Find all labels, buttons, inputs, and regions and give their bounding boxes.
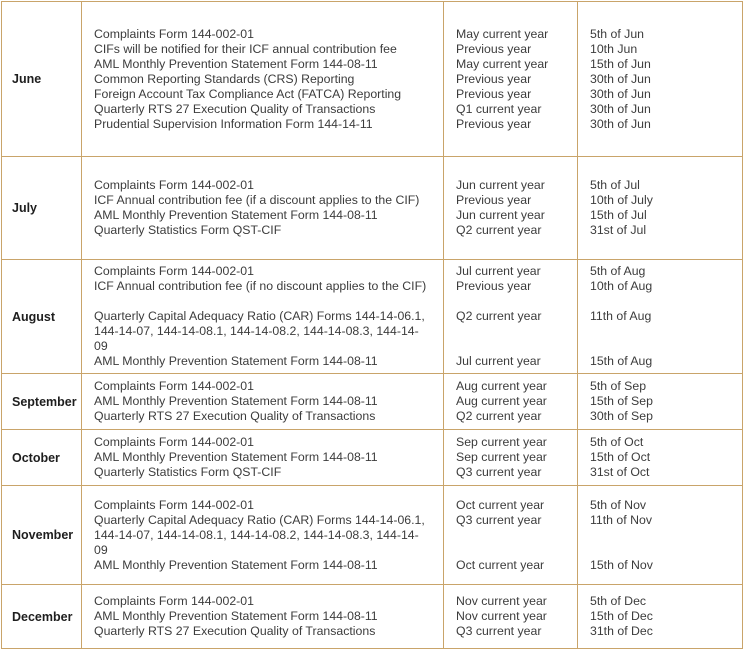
reporting-period: Jun current year xyxy=(456,178,545,192)
reporting-period: Previous year xyxy=(456,193,532,207)
month-row xyxy=(2,157,743,260)
due-date: 11th of Aug xyxy=(590,309,652,323)
due-date: 11th of Nov xyxy=(590,512,652,527)
form-cell xyxy=(82,486,444,585)
period-cell xyxy=(444,374,578,430)
due-date: 5th of Jun xyxy=(590,26,645,41)
month-name: December xyxy=(12,609,73,624)
reporting-period: Oct current year xyxy=(456,557,545,572)
due-cell xyxy=(578,430,743,486)
form-name: Quarterly Statistics Form QST-CIF xyxy=(94,223,282,237)
due-cell xyxy=(578,157,743,260)
due-cell xyxy=(578,260,743,374)
form-name: Quarterly Capital Adequacy Ratio (CAR) Forms 144-14-06.1, 144-14-07, 144-14-08.1, 144-14-08.2, 144-14-08.3, 144-14-09 xyxy=(94,309,425,353)
reporting-period: Aug current year xyxy=(456,394,547,408)
reporting-period: Q3 current year xyxy=(456,624,542,638)
due-date: 15th of Sep xyxy=(590,394,653,408)
month-name: July xyxy=(12,201,38,215)
form-name: AML Monthly Prevention Statement Form 144-08-11 xyxy=(94,56,378,71)
due-date: 10th of Aug xyxy=(590,279,653,293)
due-cell xyxy=(578,2,743,157)
reporting-period: Q2 current year xyxy=(456,309,542,323)
reporting-period: May current year xyxy=(456,56,549,71)
reporting-period: Jun current year xyxy=(456,208,545,222)
form-name: Complaints Form 144-002-01 xyxy=(94,26,254,41)
month-label xyxy=(2,157,82,260)
due-date: 15th of Oct xyxy=(590,450,651,464)
due-date: 5th of Aug xyxy=(590,264,646,278)
due-date: 30th of Jun xyxy=(590,86,651,101)
form-name: Complaints Form 144-002-01 xyxy=(94,264,254,278)
reporting-period: Q1 current year xyxy=(456,101,542,116)
form-name: ICF Annual contribution fee (if a discount applies to the CIF) xyxy=(94,193,420,207)
reporting-period: Oct current year xyxy=(456,497,545,512)
form-name: Prudential Supervision Information Form 144-14-11 xyxy=(94,116,373,131)
reporting-period: Jul current year xyxy=(456,264,541,278)
month-row xyxy=(2,2,743,157)
due-date: 31st of Jul xyxy=(590,223,647,237)
form-name: AML Monthly Prevention Statement Form 144-08-11 xyxy=(94,394,378,408)
reporting-period: Aug current year xyxy=(456,379,547,393)
due-date: 15th of Aug xyxy=(590,354,653,368)
period-cell xyxy=(444,486,578,585)
form-name: Common Reporting Standards (CRS) Reporting xyxy=(94,71,355,86)
form-cell xyxy=(82,585,444,649)
reporting-period: Q2 current year xyxy=(456,223,542,237)
month-name: October xyxy=(12,450,60,465)
due-date: 30th of Jun xyxy=(590,101,651,116)
month-label xyxy=(2,430,82,486)
form-cell xyxy=(82,374,444,430)
form-name: Complaints Form 144-002-01 xyxy=(94,497,254,512)
period-cell xyxy=(444,157,578,260)
month-row xyxy=(2,585,743,649)
form-name: Quarterly Capital Adequacy Ratio (CAR) Forms 144-14-06.1, 144-14-07, 144-14-08.1, 144-14-08.2, 144-14-08.3, 144-14-09 xyxy=(94,512,425,557)
due-date: 30th of Jun xyxy=(590,116,651,131)
month-row xyxy=(2,260,743,374)
due-date: 15th of Dec xyxy=(590,609,653,623)
form-name: Quarterly RTS 27 Execution Quality of Transactions xyxy=(94,409,376,423)
month-label xyxy=(2,585,82,649)
month-name: November xyxy=(12,528,74,542)
form-name: Foreign Account Tax Compliance Act (FATCA) Reporting xyxy=(94,86,402,101)
reporting-period: Q3 current year xyxy=(456,512,542,527)
form-name: Quarterly RTS 27 Execution Quality of Transactions xyxy=(94,624,376,638)
due-cell xyxy=(578,374,743,430)
month-row xyxy=(2,374,743,430)
month-name: August xyxy=(12,309,56,324)
reporting-period: Sep current year xyxy=(456,435,547,449)
form-name: ICF Annual contribution fee (if no discount applies to the CIF) xyxy=(94,279,427,293)
form-name: AML Monthly Prevention Statement Form 144-08-11 xyxy=(94,557,378,572)
reporting-period: Previous year xyxy=(456,86,532,101)
due-date: 15th of Jun xyxy=(590,56,651,71)
form-name: Complaints Form 144-002-01 xyxy=(94,178,254,192)
form-name: Complaints Form 144-002-01 xyxy=(94,435,254,449)
reporting-period: Previous year xyxy=(456,279,532,293)
due-date: 15th of Nov xyxy=(590,557,653,572)
form-name: AML Monthly Prevention Statement Form 144-08-11 xyxy=(94,354,378,368)
due-date: 5th of Sep xyxy=(590,379,647,393)
month-row xyxy=(2,486,743,585)
reporting-period: May current year xyxy=(456,26,549,41)
month-row xyxy=(2,430,743,486)
due-date: 31st of Oct xyxy=(590,465,650,479)
period-cell xyxy=(444,260,578,374)
form-name: Quarterly Statistics Form QST-CIF xyxy=(94,465,282,479)
month-name: September xyxy=(12,394,77,409)
due-date: 30th of Jun xyxy=(590,71,651,86)
reporting-period: Nov current year xyxy=(456,594,547,608)
due-date: 5th of Dec xyxy=(590,594,647,608)
due-date: 31th of Dec xyxy=(590,624,653,638)
reporting-period: Previous year xyxy=(456,41,532,56)
due-date: 5th of Nov xyxy=(590,497,647,512)
reporting-schedule-table xyxy=(1,1,743,649)
reporting-period: Previous year xyxy=(456,71,532,86)
form-cell xyxy=(82,157,444,260)
form-cell xyxy=(82,260,444,374)
month-label xyxy=(2,486,82,585)
reporting-period: Nov current year xyxy=(456,609,547,623)
reporting-period: Q2 current year xyxy=(456,409,542,423)
due-date: 10th of July xyxy=(590,193,653,207)
reporting-period: Jul current year xyxy=(456,354,541,368)
due-date: 15th of Jul xyxy=(590,208,647,222)
form-name: Complaints Form 144-002-01 xyxy=(94,594,254,608)
month-name: June xyxy=(12,72,42,86)
due-cell xyxy=(578,585,743,649)
period-cell xyxy=(444,430,578,486)
due-date: 5th of Oct xyxy=(590,435,644,449)
month-label xyxy=(2,374,82,430)
reporting-period: Sep current year xyxy=(456,450,547,464)
reporting-period: Q3 current year xyxy=(456,465,542,479)
form-name: Complaints Form 144-002-01 xyxy=(94,379,254,393)
due-date: 10th Jun xyxy=(590,41,638,56)
due-date: 30th of Sep xyxy=(590,409,653,423)
due-cell xyxy=(578,486,743,585)
form-name: CIFs will be notified for their ICF annual contribution fee xyxy=(94,41,397,56)
form-name: AML Monthly Prevention Statement Form 144-08-11 xyxy=(94,208,378,222)
form-cell xyxy=(82,430,444,486)
month-label xyxy=(2,2,82,157)
form-name: Quarterly RTS 27 Execution Quality of Transactions xyxy=(94,101,376,116)
month-label xyxy=(2,260,82,374)
form-name: AML Monthly Prevention Statement Form 144-08-11 xyxy=(94,609,378,623)
period-cell xyxy=(444,585,578,649)
reporting-period: Previous year xyxy=(456,116,532,131)
schedule-body xyxy=(2,2,743,649)
period-cell xyxy=(444,2,578,157)
form-name: AML Monthly Prevention Statement Form 144-08-11 xyxy=(94,450,378,464)
form-cell xyxy=(82,2,444,157)
due-date: 5th of Jul xyxy=(590,178,640,192)
